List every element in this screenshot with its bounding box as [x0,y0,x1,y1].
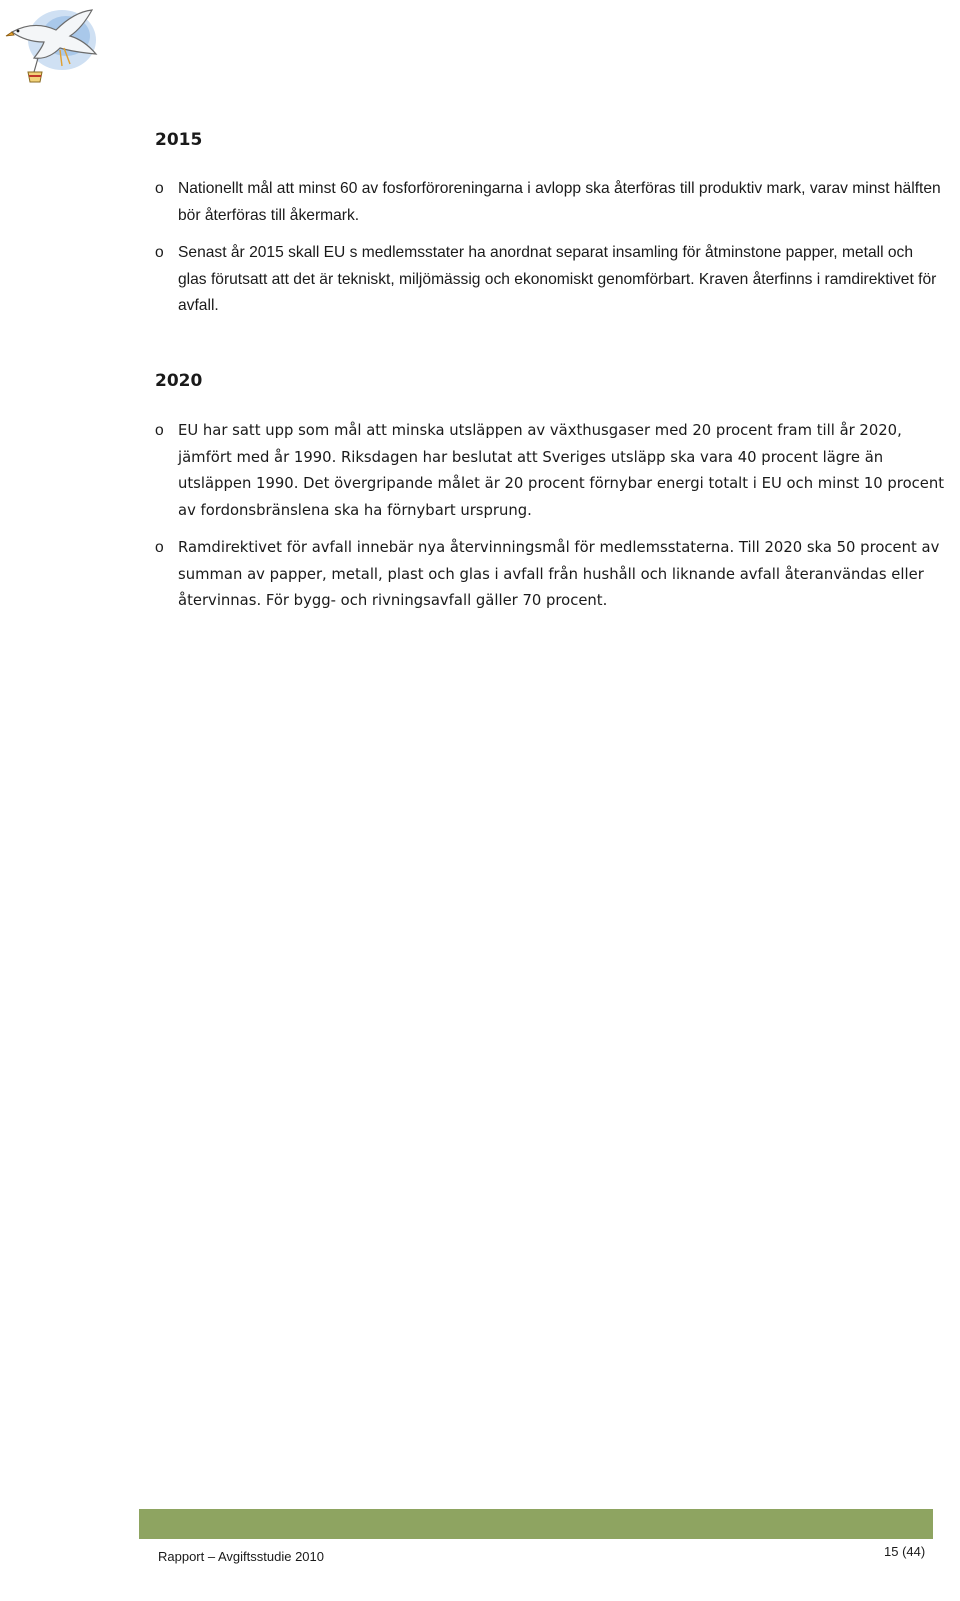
bullet-marker: o [155,422,164,439]
footer-document-title: Rapport – Avgiftsstudie 2010 [158,1549,324,1564]
list-item [155,240,945,320]
footer-page-number: 15 (44) [884,1544,926,1559]
footer-band [139,1509,933,1539]
bullet-text: Ramdirektivet för avfall innebär nya återvinningsmål för medlemsstaterna. Till 2020 ska 50 procent av summan av papper, metall, plast och glas i avfall från hushåll och liknande avfall återanvändas eller återvinnas. För bygg- och rivningsavfall gäller 70 procent. [178,539,940,609]
bullet-text: Nationellt mål att minst 60 av fosforföroreningarna i avlopp ska återföras till produktiv mark, varav minst hälften bör återföras till åkermark. [178,180,941,224]
list-item [155,176,945,229]
bullet-text: Senast år 2015 skall EU s medlemsstater ha anordnat separat insamling för åtminstone papper, metall och glas förutsatt att det är tekniskt, miljömässig och ekonomiskt genomförbart. Kraven återfinns i ramdirektivet för avfall. [178,244,937,314]
bullet-list-2020 [155,418,945,615]
list-item [155,418,945,524]
stork-logo-icon [4,2,100,90]
bullet-list-2015 [155,176,945,320]
section-heading-2020: 2020 [155,371,203,391]
section-heading-2015: 2015 [155,130,203,150]
bullet-marker: o [155,244,164,261]
bullet-marker: o [155,539,164,556]
bullet-text: EU har satt upp som mål att minska utsläppen av växthusgaser med 20 procent fram till år 2020, jämfört med år 1990. Riksdagen har beslutat att Sveriges utsläpp ska vara 40 procent lägre än utsläppen 1990. Det övergripande målet är 20 procent förnybar energi totalt i EU och minst 10 procent av fordonsbränslena ska ha förnybart ursprung. [178,422,945,519]
bullet-marker: o [155,180,164,197]
list-item [155,535,945,615]
